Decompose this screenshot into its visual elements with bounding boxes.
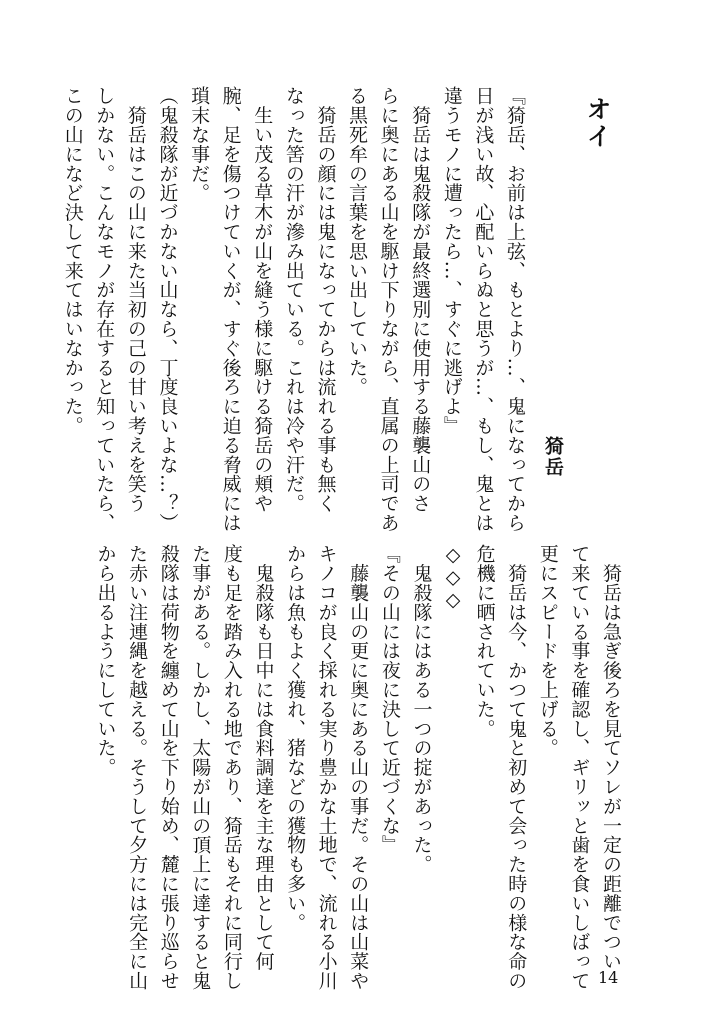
text-column: 更にスピードを上げる。 [536, 544, 559, 758]
text-column: て来ている事を確認し、ギリッと歯を食いしばって [568, 544, 591, 991]
text-column: 猗岳は今、かつて鬼と初めて会った時の様な命の [505, 544, 528, 991]
text-column: キノコが良く採れる実り豊かな土地で、流れる小川 [315, 544, 338, 991]
text-column: 生い茂る草木が山を縫う様に駆ける猗岳の頬や [251, 86, 274, 513]
page-number: 14 [598, 968, 619, 987]
text-column: らに奥にある山を駆け下りながら、直属の上司であ [377, 86, 400, 533]
text-column: 日が浅い故、心配いらぬと思うが…、もし、鬼とは [472, 86, 495, 533]
text-column: 腕、足を傷つけていくが、すぐ後ろに迫る脅威には [219, 86, 242, 533]
text-column: 藤襲山の更に奥にある山の事だ。その山は山菜や [347, 544, 370, 991]
speaker-label: 猗岳 [542, 436, 564, 478]
text-column: この山になど決して来てはいなかった。 [61, 86, 84, 436]
text-column: 鬼殺隊も日中には食料調達を主な理由として何 [252, 544, 275, 971]
text-column: （鬼殺隊が近づかない山なら、丁度良いよな…？） [156, 86, 179, 533]
text-column: 『猗岳、お前は上弦、もとより…、鬼になってから [504, 86, 526, 533]
text-column: からは魚もよく獲れ、猪などの獲物も多い。 [284, 544, 307, 932]
text-column: 違うモノに遭ったら…、すぐに逃げよ』 [440, 86, 463, 436]
text-column: 鬼殺隊にはある一つの掟があった。 [410, 544, 433, 874]
text-column: 瑣末な事だ。 [188, 86, 211, 203]
text-column: 『その山には夜に決して近づくな』 [378, 544, 401, 855]
text-column: なった筈の汗が滲み出ている。これは冷や汗だ。 [282, 86, 305, 513]
text-column: 猗岳の顔には鬼になってからは流れる事も無く [314, 86, 337, 513]
chapter-title: オイ [583, 96, 612, 150]
top-text-block [56, 86, 530, 533]
text-column: しかない。こんなモノが存在すると知っていたら、 [93, 86, 116, 533]
text-column: 度も足を踏み入れる地であり、猗岳もそれに同行し [220, 544, 243, 991]
text-column: た赤い注連縄を越える。そうして夕方には完全に山 [126, 544, 149, 991]
text-column: た事がある。しかし、太陽が山の頂上に達すると鬼 [189, 544, 212, 991]
text-column: 猗岳はこの山に来た当初の己の甘い考えを笑う [124, 86, 147, 513]
text-column: から出るようにしていた。 [94, 544, 117, 777]
text-column: 危機に晒されていた。 [473, 544, 496, 738]
text-column: 殺隊は荷物を纏めて山を下り始め、麓に張り巡らせ [157, 544, 180, 991]
text-column: る黒死牟の言葉を思い出していた。 [346, 86, 369, 397]
text-column: 猗岳は鬼殺隊が最終選別に使用する藤襲山のさ [409, 86, 432, 513]
text-column: 猗岳は急ぎ後ろを見てソレが一定の距離でつい [600, 544, 622, 971]
scene-break: ◇◇◇ [442, 544, 465, 612]
